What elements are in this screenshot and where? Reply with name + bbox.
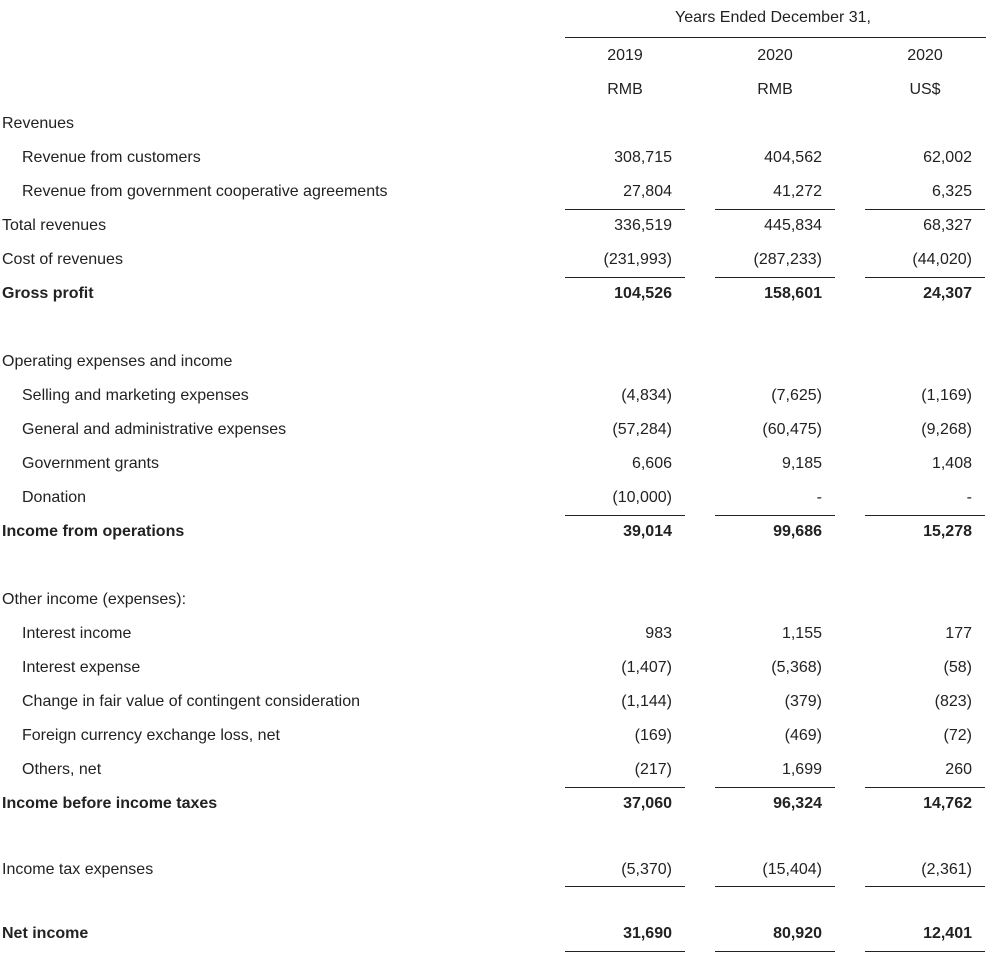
table-row bbox=[0, 659, 991, 689]
value-2020-usd: 68,327 bbox=[923, 217, 972, 234]
period-heading: Years Ended December 31, bbox=[675, 9, 871, 26]
row-label: Foreign currency exchange loss, net bbox=[22, 727, 280, 744]
value-2019: (57,284) bbox=[612, 421, 672, 438]
subtotal-rule bbox=[565, 209, 685, 210]
total-rule bbox=[715, 951, 835, 952]
table-row bbox=[0, 387, 991, 417]
year-2020-rmb: 2020 bbox=[757, 47, 793, 64]
value-2020-usd: (1,169) bbox=[921, 387, 972, 404]
value-2020-rmb: (287,233) bbox=[753, 251, 822, 268]
row-label: Income from operations bbox=[2, 523, 185, 540]
subtotal-rule bbox=[865, 515, 985, 516]
value-2019: (4,834) bbox=[621, 387, 672, 404]
total-rule bbox=[565, 951, 685, 952]
subtotal-rule bbox=[865, 277, 985, 278]
value-2020-usd: 177 bbox=[945, 625, 972, 642]
table-row bbox=[0, 727, 991, 757]
table-row bbox=[0, 795, 991, 825]
value-2020-usd: 12,401 bbox=[923, 925, 972, 942]
table-row bbox=[0, 523, 991, 553]
value-2020-rmb: 404,562 bbox=[764, 149, 822, 166]
value-2020-usd: 62,002 bbox=[923, 149, 972, 166]
value-2020-usd: (823) bbox=[934, 693, 972, 710]
table-row bbox=[0, 861, 991, 891]
value-2020-rmb: 9,185 bbox=[781, 455, 822, 472]
table-row bbox=[0, 183, 991, 213]
value-2019: (1,407) bbox=[621, 659, 672, 676]
value-2020-rmb: (379) bbox=[784, 693, 822, 710]
value-2020-rmb: 96,324 bbox=[773, 795, 822, 812]
value-2020-usd: 24,307 bbox=[923, 285, 972, 302]
year-2019: 2019 bbox=[607, 47, 643, 64]
value-2019: 27,804 bbox=[623, 183, 672, 200]
value-2020-rmb: (5,368) bbox=[771, 659, 822, 676]
table-row bbox=[0, 251, 991, 281]
value-2020-rmb: 1,155 bbox=[781, 625, 822, 642]
row-label: Change in fair value of contingent consideration bbox=[22, 693, 360, 710]
value-2020-rmb: 41,272 bbox=[773, 183, 822, 200]
value-2020-usd: (2,361) bbox=[921, 861, 972, 878]
subtotal-rule bbox=[565, 277, 685, 278]
table-row bbox=[0, 149, 991, 179]
value-2019: 308,715 bbox=[614, 149, 672, 166]
value-2019: (231,993) bbox=[603, 251, 672, 268]
table-row bbox=[0, 285, 991, 315]
row-label: Total revenues bbox=[2, 217, 107, 234]
subtotal-rule bbox=[865, 209, 985, 210]
value-2020-rmb: 80,920 bbox=[773, 925, 822, 942]
table-row bbox=[0, 217, 991, 247]
value-2020-rmb: (469) bbox=[784, 727, 822, 744]
subtotal-rule bbox=[715, 515, 835, 516]
subtotal-rule bbox=[715, 209, 835, 210]
period-underline bbox=[565, 37, 986, 38]
row-label: Interest expense bbox=[22, 659, 141, 676]
value-2019: (217) bbox=[634, 761, 672, 778]
value-2019: 6,606 bbox=[631, 455, 672, 472]
value-2019: 336,519 bbox=[614, 217, 672, 234]
subtotal-rule bbox=[565, 886, 685, 887]
value-2020-usd: 260 bbox=[945, 761, 972, 778]
subtotal-rule bbox=[565, 515, 685, 516]
table-row bbox=[0, 455, 991, 485]
row-label: Net income bbox=[2, 925, 89, 942]
total-rule bbox=[865, 951, 985, 952]
subtotal-rule bbox=[715, 886, 835, 887]
value-2020-usd: 6,325 bbox=[931, 183, 972, 200]
row-label: Cost of revenues bbox=[2, 251, 123, 268]
value-2019: (5,370) bbox=[621, 861, 672, 878]
row-label: Interest income bbox=[22, 625, 132, 642]
value-2020-rmb: (7,625) bbox=[771, 387, 822, 404]
table-row bbox=[0, 761, 991, 791]
row-label: Income before income taxes bbox=[2, 795, 218, 812]
row-label: Selling and marketing expenses bbox=[22, 387, 249, 404]
row-label: General and administrative expenses bbox=[22, 421, 287, 438]
subtotal-rule bbox=[865, 886, 985, 887]
section-heading: Operating expenses and income bbox=[2, 353, 233, 370]
row-label: Donation bbox=[22, 489, 87, 506]
row-label: Gross profit bbox=[2, 285, 94, 302]
subtotal-rule bbox=[565, 787, 685, 788]
table-row bbox=[0, 925, 991, 955]
value-2020-usd: 1,408 bbox=[931, 455, 972, 472]
value-2019: (10,000) bbox=[612, 489, 672, 506]
value-2020-usd: (44,020) bbox=[912, 251, 972, 268]
value-2020-rmb: (15,404) bbox=[762, 861, 822, 878]
row-label: Revenue from customers bbox=[22, 149, 201, 166]
subtotal-rule bbox=[715, 787, 835, 788]
value-2019: 31,690 bbox=[623, 925, 672, 942]
value-2019: 104,526 bbox=[614, 285, 672, 302]
year-2020-usd: 2020 bbox=[907, 47, 943, 64]
currency-usd-2020: US$ bbox=[909, 81, 941, 98]
value-2020-usd: - bbox=[966, 489, 972, 506]
value-2020-rmb: (60,475) bbox=[762, 421, 822, 438]
value-2019: 39,014 bbox=[623, 523, 672, 540]
value-2019: 983 bbox=[645, 625, 672, 642]
value-2020-rmb: 1,699 bbox=[781, 761, 822, 778]
value-2020-usd: 14,762 bbox=[923, 795, 972, 812]
value-2020-rmb: - bbox=[816, 489, 822, 506]
subtotal-rule bbox=[715, 277, 835, 278]
value-2020-rmb: 99,686 bbox=[773, 523, 822, 540]
value-2020-rmb: 158,601 bbox=[764, 285, 822, 302]
table-row bbox=[0, 625, 991, 655]
value-2019: (1,144) bbox=[621, 693, 672, 710]
revenues-heading-row bbox=[0, 115, 991, 145]
subtotal-rule bbox=[865, 787, 985, 788]
value-2020-usd: (9,268) bbox=[921, 421, 972, 438]
section-heading: Revenues bbox=[2, 115, 75, 132]
value-2020-usd: (72) bbox=[943, 727, 972, 744]
currency-rmb-2019: RMB bbox=[607, 81, 643, 98]
row-label: Others, net bbox=[22, 761, 102, 778]
table-row bbox=[0, 693, 991, 723]
value-2020-usd: (58) bbox=[943, 659, 972, 676]
value-2019: (169) bbox=[634, 727, 672, 744]
table-row bbox=[0, 489, 991, 519]
table-row bbox=[0, 421, 991, 451]
opex-heading-row bbox=[0, 353, 991, 383]
other-heading-row bbox=[0, 591, 991, 621]
row-label: Government grants bbox=[22, 455, 159, 472]
section-heading: Other income (expenses): bbox=[2, 591, 187, 608]
value-2020-rmb: 445,834 bbox=[764, 217, 822, 234]
value-2019: 37,060 bbox=[623, 795, 672, 812]
row-label: Income tax expenses bbox=[2, 861, 154, 878]
currency-rmb-2020: RMB bbox=[757, 81, 793, 98]
value-2020-usd: 15,278 bbox=[923, 523, 972, 540]
row-label: Revenue from government cooperative agreements bbox=[22, 183, 388, 200]
